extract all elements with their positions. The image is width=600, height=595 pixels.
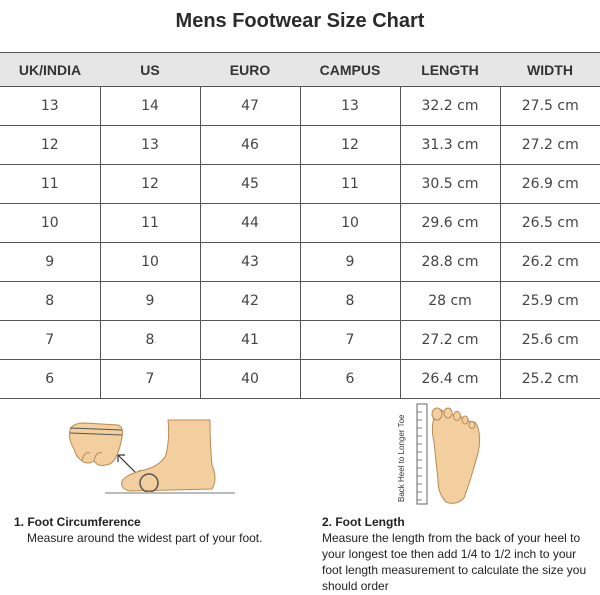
- table-cell: 30.5 cm: [400, 165, 500, 204]
- table-header-row: [0, 53, 600, 87]
- length-text: Measure the length from the back of your heel to your longest toe then add 1/4 to 1/2 inch to your foot length measurement to calculate the size you should order: [322, 531, 587, 593]
- column-header: UK/INDIA: [0, 53, 100, 87]
- table-cell: 26.5 cm: [500, 204, 600, 243]
- page-title: Mens Footwear Size Chart: [175, 10, 425, 32]
- foot-circumference-illustration: [60, 415, 240, 500]
- length-caption: [322, 514, 590, 594]
- table-row: [0, 204, 600, 243]
- table-cell: 8: [0, 282, 100, 321]
- table-row: [0, 87, 600, 126]
- ruler-icon: [417, 404, 427, 504]
- table-cell: 12: [100, 165, 200, 204]
- table-cell: 28.8 cm: [400, 243, 500, 282]
- table-cell: 12: [0, 126, 100, 165]
- column-header: US: [100, 53, 200, 87]
- table-cell: 10: [0, 204, 100, 243]
- ruler-label: Back Heel to Longer Toe: [397, 414, 406, 502]
- length-heading: 2. Foot Length: [322, 515, 405, 529]
- table-row: [0, 126, 600, 165]
- column-header: LENGTH: [400, 53, 500, 87]
- table-cell: 12: [300, 126, 400, 165]
- table-cell: 11: [0, 165, 100, 204]
- table-cell: 28 cm: [400, 282, 500, 321]
- table-row: [0, 243, 600, 282]
- column-header: WIDTH: [500, 53, 600, 87]
- table-cell: 26.4 cm: [400, 360, 500, 399]
- table-cell: 7: [300, 321, 400, 360]
- table-cell: 10: [300, 204, 400, 243]
- table-cell: 27.2 cm: [400, 321, 500, 360]
- table-cell: 29.6 cm: [400, 204, 500, 243]
- table-cell: 42: [200, 282, 300, 321]
- table-cell: 7: [0, 321, 100, 360]
- table-cell: 26.9 cm: [500, 165, 600, 204]
- table-cell: 7: [100, 360, 200, 399]
- table-cell: 9: [300, 243, 400, 282]
- table-cell: 41: [200, 321, 300, 360]
- table-cell: 11: [300, 165, 400, 204]
- table-cell: 8: [300, 282, 400, 321]
- table-cell: 13: [100, 126, 200, 165]
- table-cell: 27.5 cm: [500, 87, 600, 126]
- table-cell: 27.2 cm: [500, 126, 600, 165]
- side-foot-icon: [122, 420, 215, 491]
- circumference-caption: [14, 514, 304, 546]
- table-cell: 43: [200, 243, 300, 282]
- foot-length-illustration: [390, 402, 500, 508]
- table-cell: 25.6 cm: [500, 321, 600, 360]
- table-row: [0, 321, 600, 360]
- table-cell: 32.2 cm: [400, 87, 500, 126]
- table-cell: 10: [100, 243, 200, 282]
- table-cell: 31.3 cm: [400, 126, 500, 165]
- table-cell: 13: [0, 87, 100, 126]
- table-cell: 14: [100, 87, 200, 126]
- table-cell: 47: [200, 87, 300, 126]
- column-header: CAMPUS: [300, 53, 400, 87]
- table-cell: 26.2 cm: [500, 243, 600, 282]
- table-cell: 25.9 cm: [500, 282, 600, 321]
- table-cell: 25.2 cm: [500, 360, 600, 399]
- table-cell: 40: [200, 360, 300, 399]
- table-body: [0, 87, 600, 399]
- table-row: [0, 165, 600, 204]
- table-cell: 9: [100, 282, 200, 321]
- circumference-text: Measure around the widest part of your foot.: [27, 531, 263, 545]
- table-cell: 9: [0, 243, 100, 282]
- table-cell: 13: [300, 87, 400, 126]
- table-row: [0, 360, 600, 399]
- table-cell: 6: [300, 360, 400, 399]
- table-cell: 6: [0, 360, 100, 399]
- table-row: [0, 282, 600, 321]
- column-header: EURO: [200, 53, 300, 87]
- size-table: [0, 52, 600, 399]
- circumference-heading: 1. Foot Circumference: [14, 515, 141, 529]
- table-cell: 11: [100, 204, 200, 243]
- table-cell: 44: [200, 204, 300, 243]
- table-cell: 45: [200, 165, 300, 204]
- table-cell: 8: [100, 321, 200, 360]
- table-cell: 46: [200, 126, 300, 165]
